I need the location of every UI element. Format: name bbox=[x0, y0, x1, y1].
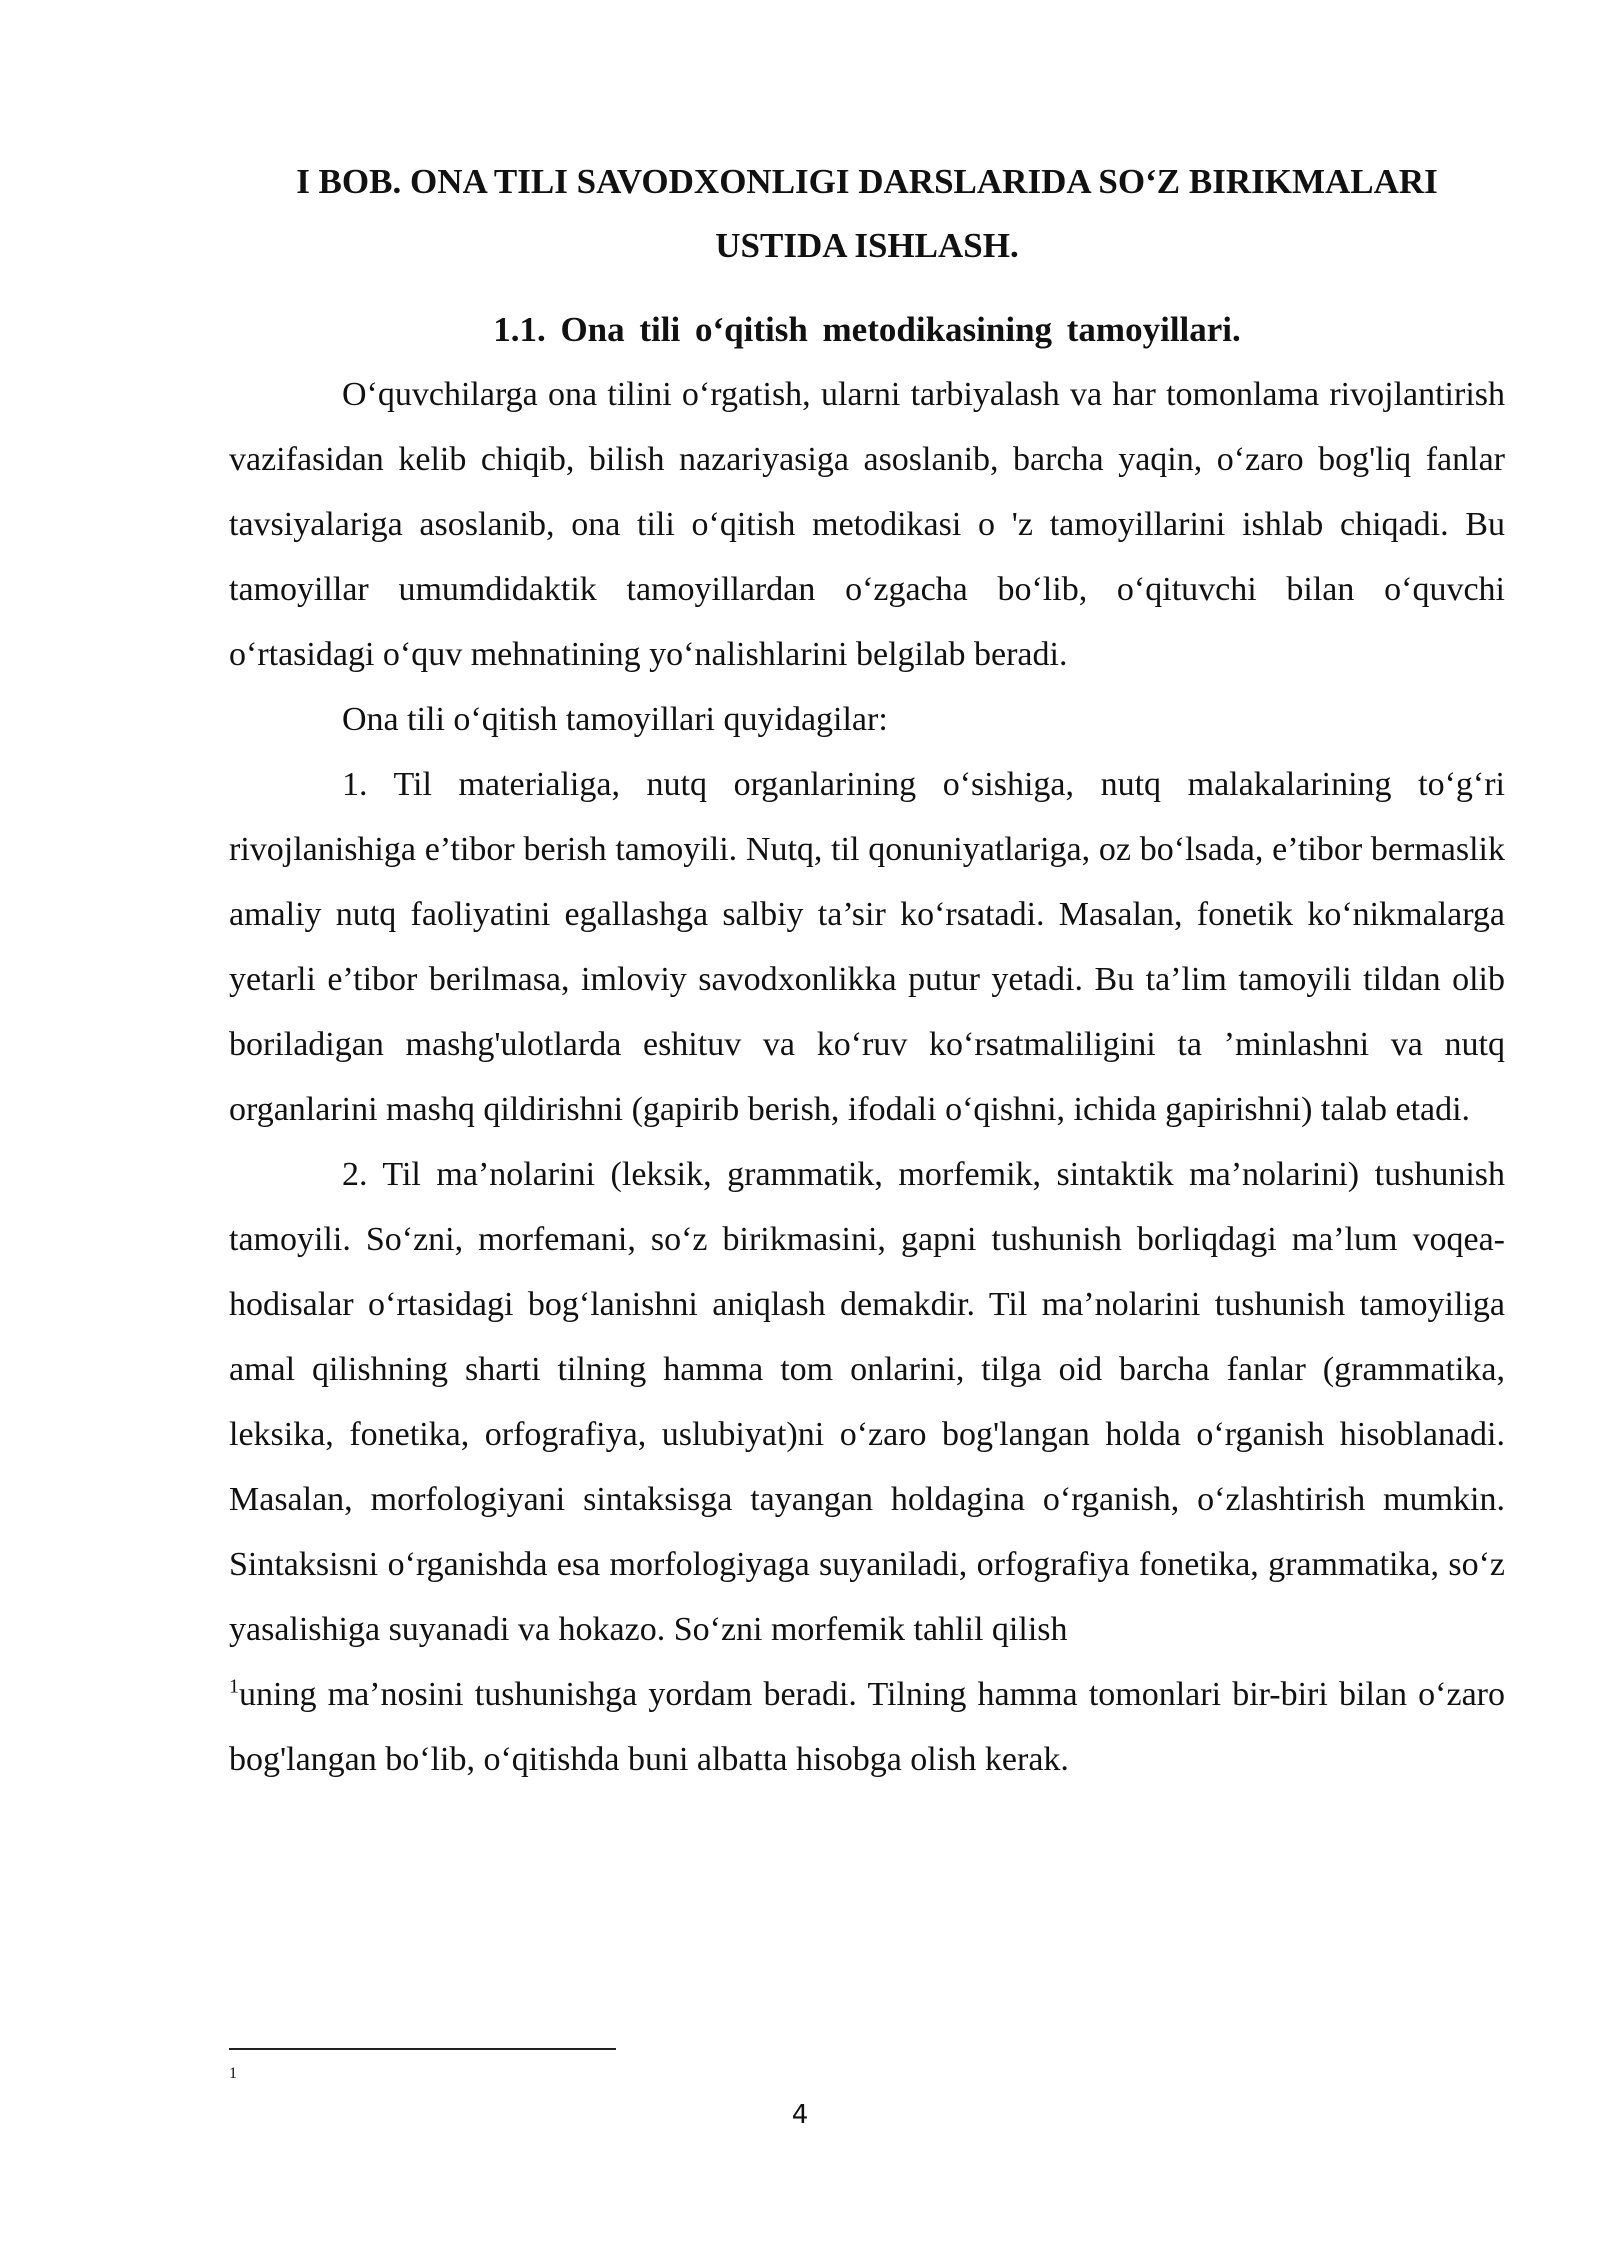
paragraph-intro: O‘quvchilarga ona tilini o‘rgatish, ularni tarbiyalash va har tomonlama rivojlantirish vazifasidan kelib chiqib, bilish nazariyasiga asoslanib, barcha yaqin, o‘zaro bog'liq fanlar tavsiyalariga asoslanib, ona tili o‘qitish metodikasi o 'z tamoyillarini ishlab chiqadi. Bu tamoyillar umumdidaktik tamoyillardan o‘zgacha bo‘lib, o‘qituvchi bilan o‘quvchi o‘rtasidagi o‘quv mehnatining yo‘nalishlarini belgilab beradi. bbox=[229, 376, 1505, 673]
chapter-title-line2: USTIDA ISHLASH. bbox=[715, 226, 1019, 265]
paragraph-continuation bbox=[229, 1662, 1505, 1792]
footnote-reference: 1 bbox=[229, 1675, 239, 1698]
chapter-title-line1: I BOB. ONA TILI SAVODXONLIGI DARSLARIDA SO‘Z BIRIKMALARI bbox=[296, 162, 1438, 201]
paragraph-continuation-text: uning ma’nosini tushunishga yordam beradi. Tilning hamma tomonlari bir-biri bilan o‘zaro bog'langan bo‘lib, o‘qitishda buni albatta hisobga olish kerak. bbox=[229, 1676, 1505, 1778]
section-title: 1.1. Ona tili o‘qitish metodikasining tamoyillari. bbox=[493, 310, 1241, 349]
page-body bbox=[229, 150, 1505, 1792]
chapter-title bbox=[229, 150, 1505, 278]
paragraph-principles-lead: Ona tili o‘qitish tamoyillari quyidagilar: bbox=[342, 701, 888, 738]
footnote-separator bbox=[229, 2048, 616, 2050]
page-number: 4 bbox=[791, 2100, 809, 2130]
paragraph-principle-2: 2. Til ma’nolarini (leksik, grammatik, morfemik, sintaktik ma’nolarini) tushunish tamoyili. So‘zni, morfemani, so‘z birikmasini, gapni tushunish borliqdagi ma’lum voqea-hodisalar o‘rtasidagi bog‘lanishni aniqlash demakdir. Til ma’nolarini tushunish tamoyiliga amal qilishning sharti tilning hamma tom onlarini, tilga oid barcha fanlar (grammatika, leksika, fonetika, orfografiya, uslubiyat)ni o‘zaro bog'langan holda o‘rganish hisoblanadi. Masalan, morfologiyani sintaksisga tayangan holdagina o‘rganish, o‘zlashtirish mumkin. Sintaksisni o‘rganishda esa morfologiyaga suyaniladi, orfografiya fonetika, grammatika, so‘z yasalishiga suyanadi va hokazo. So‘zni morfemik tahlil qilish bbox=[229, 1156, 1505, 1648]
footnote-marker: 1 bbox=[229, 2065, 237, 2082]
paragraph-principle-1: 1. Til materialiga, nutq organlarining o‘sishiga, nutq malakalarining to‘g‘ri rivojlanishiga e’tibor berish tamoyili. Nutq, til qonuniyatlariga, oz bo‘lsada, e’tibor bermaslik amaliy nutq faoliyatini egallashga salbiy ta’sir ko‘rsatadi. Masalan, fonetik ko‘nikmalarga yetarli e’tibor berilmasa, imloviy savodxonlikka putur yetadi. Bu ta’lim tamoyili tildan olib boriladigan mashg'ulotlarda eshituv va ko‘ruv ko‘rsatmaliligini ta ’minlashni va nutq organlarini mashq qildirishni (gapirib berish, ifodali o‘qishni, ichida gapirishni) talab etadi. bbox=[229, 766, 1505, 1128]
